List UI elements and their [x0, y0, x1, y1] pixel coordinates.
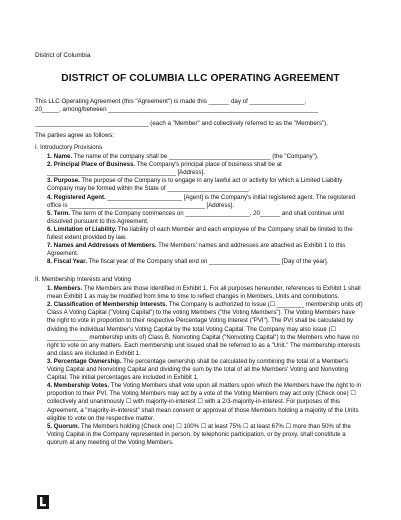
- provision-item: [35, 285, 365, 301]
- item-title: Fiscal Year.: [53, 258, 87, 266]
- item-text: The name of the company shall be ______________________________ (the "Company").: [72, 153, 319, 161]
- provision-item: [35, 423, 365, 447]
- intro-line: 20_____, among/between _____________________________________________________________: [35, 106, 319, 114]
- item-title: Name.: [53, 153, 73, 161]
- provision-item: [35, 382, 365, 422]
- intro-line: _________________________________ (each a "Member" and collectively referred to as the "Members").: [35, 120, 328, 128]
- provision-item: [35, 358, 365, 382]
- item-number: 3.: [47, 357, 53, 365]
- item-title: Quorum.: [53, 422, 80, 430]
- provision-item: [35, 161, 365, 177]
- item-number: 1.: [47, 285, 53, 293]
- provision-item: [35, 177, 365, 193]
- item-text: ______________________ [Agent] is the Company's initial registered agent. The registered office is ________________________________________ [Address].: [47, 193, 356, 209]
- provision-item: [35, 153, 365, 161]
- item-number: 5.: [47, 209, 53, 217]
- item-text: The fiscal year of the Company shall end on _____________________ [Day of the year].: [86, 258, 329, 266]
- item-title: Limitation of Liability.: [53, 225, 117, 233]
- document-title: DISTRICT OF COLUMBIA LLC OPERATING AGREEMENT: [61, 73, 340, 84]
- item-title: Registered Agent.: [53, 193, 106, 201]
- item-number: 4.: [47, 382, 53, 390]
- item-text: The Members holding (Check one) ☐ 100% ☐ at least 75% ☐ at least 67% ☐ more than 50% of the Voting Capital in the Company represented in person, by telephonic participation, or by proxy, shall constitute a quorum at any meeting of the Voting Members.: [47, 422, 351, 446]
- provision-item: [35, 242, 365, 258]
- item-number: 5.: [47, 422, 53, 430]
- item-text: The term of the Company commences on ___________________, 20______ and shall continue until dissolved pursuant to this Agreement.: [47, 209, 344, 225]
- item-number: 4.: [47, 193, 53, 201]
- item-number: 1.: [47, 153, 53, 161]
- item-title: Classification of Membership Interests.: [53, 301, 168, 309]
- item-text: The percentage ownership shall be calculated by combining the total of a Member's Voting Capital and Nonvoting Capital and dividing the sum by the total of all the Members' Voting and Nonvoting Capital. The initial percentages are included in Exhibit 1.: [47, 357, 349, 382]
- state-label: District of Columbia: [35, 52, 91, 59]
- item-text: The liability of each Member and each employee of the Company shall be limited to the fullest extent provided by law.: [47, 225, 353, 242]
- section-heading: I. Introductory Provisions: [35, 144, 103, 151]
- provision-item: [35, 226, 365, 242]
- provision-item: [35, 301, 365, 358]
- item-title: Percentage Ownership.: [53, 357, 122, 365]
- item-number: 8.: [47, 258, 53, 266]
- item-title: Purpose.: [53, 177, 80, 185]
- item-text: The Company's principal place of business shall be at ______________________________________ [Address].: [47, 161, 282, 177]
- provision-item: [35, 210, 365, 226]
- item-text: The Members' names and addresses are attached as Exhibit 1 to this Agreement.: [47, 242, 346, 258]
- document-logo-icon: [37, 495, 49, 509]
- section-membership-interests: [35, 276, 365, 447]
- item-number: 2.: [47, 161, 53, 169]
- item-title: Membership Votes.: [53, 382, 110, 390]
- intro-line: This LLC Operating Agreement (this "Agreement") is made this ______ day of ________________,: [35, 98, 307, 105]
- provision-item: [35, 258, 365, 266]
- section-introductory-provisions: [35, 144, 365, 266]
- item-title: Term.: [53, 209, 70, 217]
- item-title: Names and Addresses of Members.: [53, 242, 157, 250]
- item-number: 6.: [47, 225, 53, 233]
- intro-line: The parties agree as follows:: [35, 131, 115, 139]
- intro-paragraph: [35, 98, 365, 140]
- item-text: The Members are those identified in Exhibit 1. For all purposes hereunder, references to Exhibit 1 shall mean Exhibit 1 as may be modified from time to time to reflect changes in Members, Units and contributions.: [47, 285, 361, 301]
- section-heading: II. Membership Interests and Voting: [35, 276, 131, 283]
- item-text: The Voting Members shall vote upon all matters upon which the Members have the right to in proportion to their PVI. The Voting Members may act by a vote of the Voting Members may act only (Check one) ☐ collectively and unanimously ☐ with majority-in-interest ☐ with a 2/3-majority-in-interest. For purposes of this Agreement, a "majority-in-interest" shall mean consent or approval of those Members holding a majority of the Units eligible to vote on the respective matter.: [47, 382, 362, 422]
- item-title: Members.: [53, 285, 83, 293]
- item-text: The Company is authorized to issue (☐ ________ membership units of) Class A Voting Capital ("Voting Capital") to the voting Members ("the Voting Members"). The Voting Members have the right to vote in proportion to their respective Percentage Voting Interest ("PVI"). The PVI shall be calculated by dividing the individual Member's Voting Capital by the total Voting Capital. The Company may also issue (☐ ____________ membership units of) Class B, Nonvoting Capital ("Nonvoting Capital") to the Members who have no right to vote on any matters. Each membership unit issued shall be referred to as a "Unit." The membership interests and class are included in Exhibit 1.: [47, 301, 363, 357]
- item-number: 7.: [47, 242, 53, 250]
- provision-item: [35, 194, 365, 210]
- item-number: 3.: [47, 177, 53, 185]
- item-number: 2.: [47, 301, 53, 309]
- item-text: The purpose of the Company is to engage in any lawful act or activity for which a Limited Liability Company may be formed within the State of ________________________.: [47, 177, 343, 193]
- item-title: Principal Place of Business.: [53, 161, 136, 169]
